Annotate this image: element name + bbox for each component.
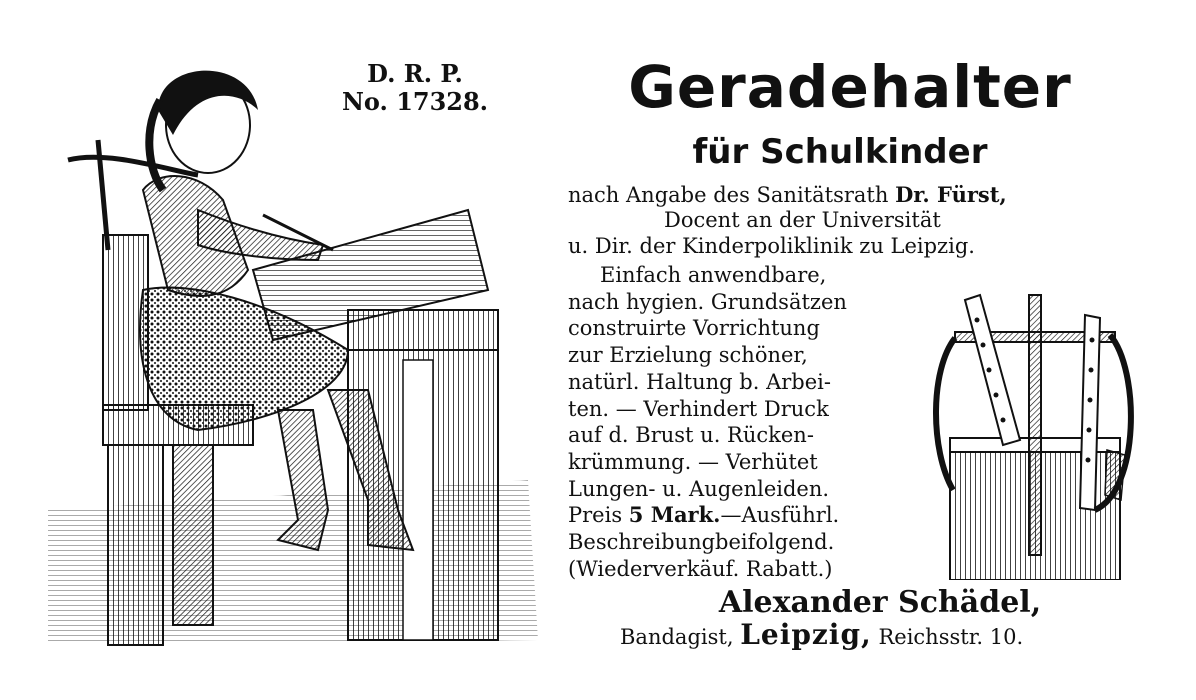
description-line: nach hygien. Grundsätzen (568, 289, 847, 314)
girl-at-school-desk-illustration (48, 40, 548, 650)
description-line: auf d. Brust u. Rücken- (568, 423, 814, 448)
description-line: Einfach anwendbare, (600, 263, 827, 287)
patent-line-1: D. R. P. (367, 59, 463, 88)
company-name: Alexander Schädel, (718, 585, 1042, 620)
description-line: natürl. Haltung b. Arbei- (568, 369, 831, 394)
price-line (568, 502, 908, 529)
company-address: Reichsstr. 10. (878, 625, 1024, 649)
description-line: Beschreibungbeifolgend. (568, 530, 835, 555)
author-line-3: u. Dir. der Kinderpoliklinik zu Leipzig. (568, 234, 975, 258)
price-suffix: —Ausführl. (720, 503, 840, 528)
author-line-1-prefix: nach Angabe des Sanitätsrath (568, 183, 889, 207)
description-block (568, 262, 908, 582)
posture-brace-device-illustration (925, 290, 1145, 580)
patent-line-2: No. 17328. (341, 87, 489, 116)
author-line-2: Docent an der Universität (664, 208, 941, 232)
author-line-1 (568, 182, 1007, 208)
price-amount: 5 Mark. (628, 502, 721, 528)
headline-subtitle: für Schulkinder (692, 132, 988, 172)
description-line: ten. — Verhindert Druck (568, 396, 829, 421)
company-profession: Bandagist, (620, 625, 734, 649)
patent-number (330, 60, 500, 116)
description-line: Lungen- u. Augenleiden. (568, 476, 830, 501)
company-city: Leipzig, (740, 618, 872, 651)
author-name: Dr. Fürst, (895, 182, 1007, 207)
description-line: krümmung. — Verhütet (568, 449, 818, 474)
description-line: zur Erzielung schöner, (568, 343, 808, 368)
price-prefix: Preis (568, 503, 623, 528)
description-line: construirte Vorrichtung (568, 316, 820, 341)
company-address-line (620, 620, 1150, 652)
headline-title: Geradehalter (628, 53, 1072, 121)
description-line: (Wiederverkäuf. Rabatt.) (568, 556, 833, 581)
